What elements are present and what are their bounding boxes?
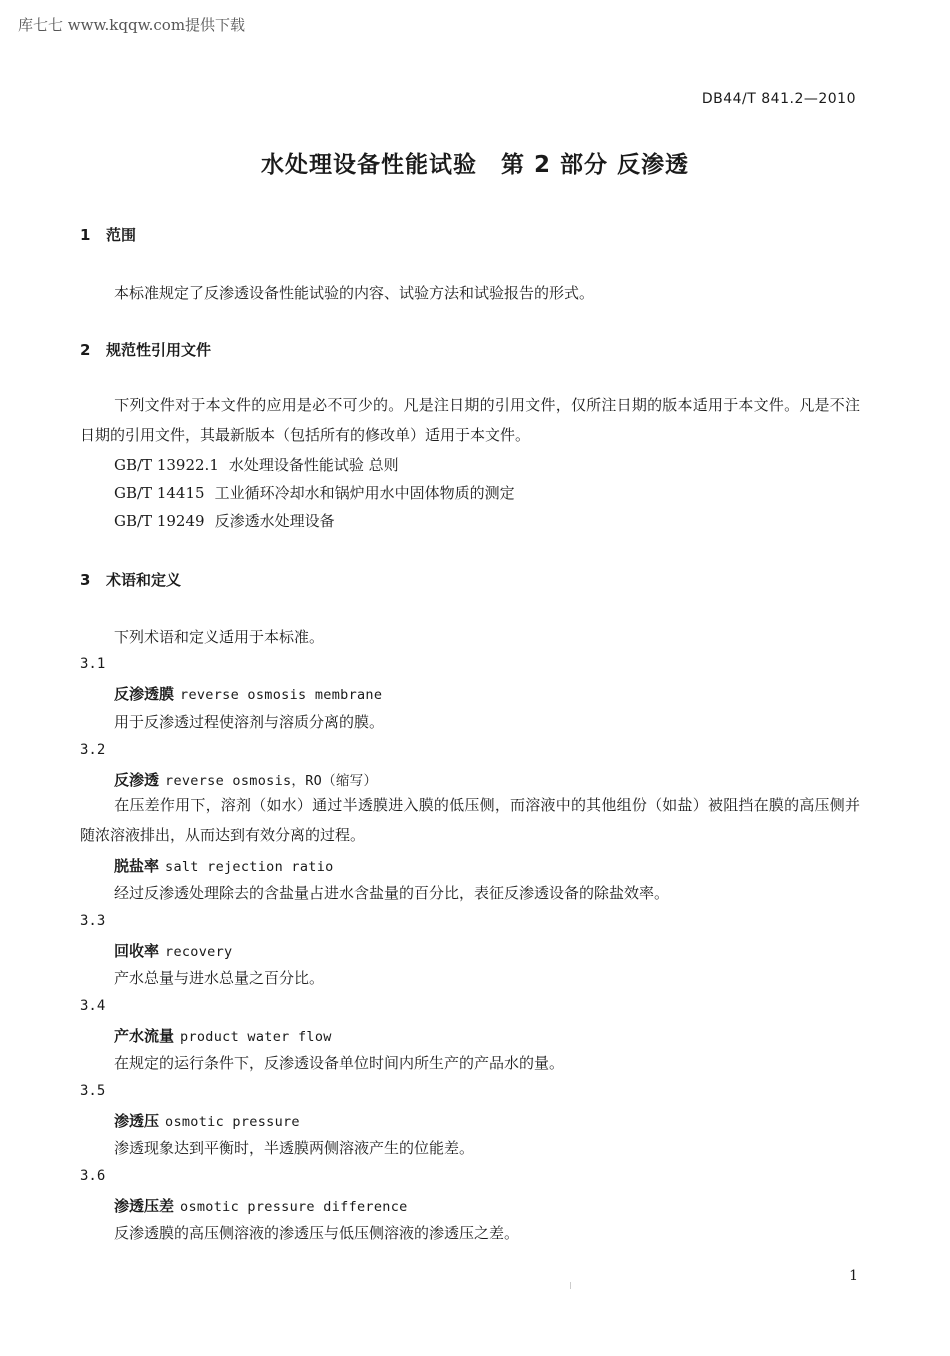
watermark: 库七七 www.kqqw.com提供下载 [18, 16, 246, 34]
term-english: reverse osmosis membrane [180, 687, 383, 703]
section-title: 术语和定义 [106, 571, 182, 589]
terms-intro: 下列术语和定义适用于本标准。 [114, 628, 325, 646]
term-definition: 用于反渗透过程使溶剂与溶质分离的膜。 [114, 713, 385, 731]
term-definition [80, 790, 860, 850]
references-intro [80, 390, 860, 450]
reference-item [114, 510, 335, 531]
reference-title: 工业循环冷却水和锅炉用水中固体物质的测定 [214, 484, 515, 502]
reference-title: 水处理设备性能试验 总则 [228, 456, 399, 474]
term-english: product water flow [180, 1029, 332, 1045]
page-number: 1 [849, 1268, 858, 1284]
term-chinese: 反渗透 [114, 771, 160, 789]
reference-title: 反渗透水处理设备 [214, 512, 335, 530]
term-entry [114, 1110, 300, 1131]
reference-code: GB/T 13922.1 [114, 456, 219, 474]
term-definition-text: 在压差作用下，溶剂（如水）通过半透膜进入膜的低压侧，而溶液中的其他组份（如盐）被阻挡在膜的高压侧并随浓溶液排出，从而达到有效分离的过程。 [80, 796, 860, 844]
term-chinese: 渗透压 [114, 1112, 160, 1130]
scan-artifact [570, 1282, 571, 1289]
reference-code: GB/T 19249 [114, 512, 205, 530]
section-title: 范围 [106, 226, 137, 244]
term-number: 3.6 [80, 1168, 106, 1184]
term-number: 3.5 [80, 1083, 106, 1099]
document-title: 水处理设备性能试验 第 2 部分 反渗透 [260, 152, 690, 178]
section-heading-scope [80, 224, 136, 245]
section-number: 2 [80, 341, 91, 359]
reference-item [114, 482, 515, 503]
term-chinese: 脱盐率 [114, 857, 160, 875]
term-entry [114, 940, 232, 961]
term-definition: 反渗透膜的高压侧溶液的渗透压与低压侧溶液的渗透压之差。 [114, 1224, 520, 1242]
term-english: osmotic pressure difference [180, 1199, 408, 1215]
term-english: osmotic pressure [165, 1114, 300, 1130]
term-english: reverse osmosis，RO（缩写） [165, 773, 378, 789]
references-intro-text: 下列文件对于本文件的应用是必不可少的。凡是注日期的引用文件，仅所注日期的版本适用于本文件。凡是不注日期的引用文件，其最新版本（包括所有的修改单）适用于本文件。 [80, 396, 860, 444]
section-heading-references [80, 339, 211, 360]
term-chinese: 渗透压差 [114, 1197, 175, 1215]
term-chinese: 反渗透膜 [114, 685, 175, 703]
term-chinese: 产水流量 [114, 1027, 175, 1045]
term-entry [114, 683, 382, 704]
term-english: recovery [165, 944, 233, 960]
term-definition: 产水总量与进水总量之百分比。 [114, 969, 325, 987]
term-entry [114, 855, 334, 876]
reference-code: GB/T 14415 [114, 484, 205, 502]
term-number: 3.1 [80, 656, 106, 672]
scope-paragraph: 本标准规定了反渗透设备性能试验的内容、试验方法和试验报告的形式。 [114, 284, 595, 302]
term-chinese: 回收率 [114, 942, 160, 960]
term-number: 3.3 [80, 913, 106, 929]
term-number: 3.2 [80, 742, 106, 758]
term-definition: 渗透现象达到平衡时，半透膜两侧溶液产生的位能差。 [114, 1139, 475, 1157]
document-code: DB44/T 841.2—2010 [701, 91, 856, 107]
section-heading-terms [80, 569, 181, 590]
term-english: salt rejection ratio [165, 859, 334, 875]
term-definition: 经过反渗透处理除去的含盐量占进水含盐量的百分比，表征反渗透设备的除盐效率。 [114, 884, 670, 902]
term-entry [114, 1195, 408, 1216]
term-entry [114, 769, 377, 790]
term-entry [114, 1025, 332, 1046]
section-number: 3 [80, 571, 91, 589]
reference-item [114, 454, 399, 475]
section-title: 规范性引用文件 [106, 341, 212, 359]
term-definition: 在规定的运行条件下，反渗透设备单位时间内所生产的产品水的量。 [114, 1054, 565, 1072]
term-number: 3.4 [80, 998, 106, 1014]
section-number: 1 [80, 226, 91, 244]
